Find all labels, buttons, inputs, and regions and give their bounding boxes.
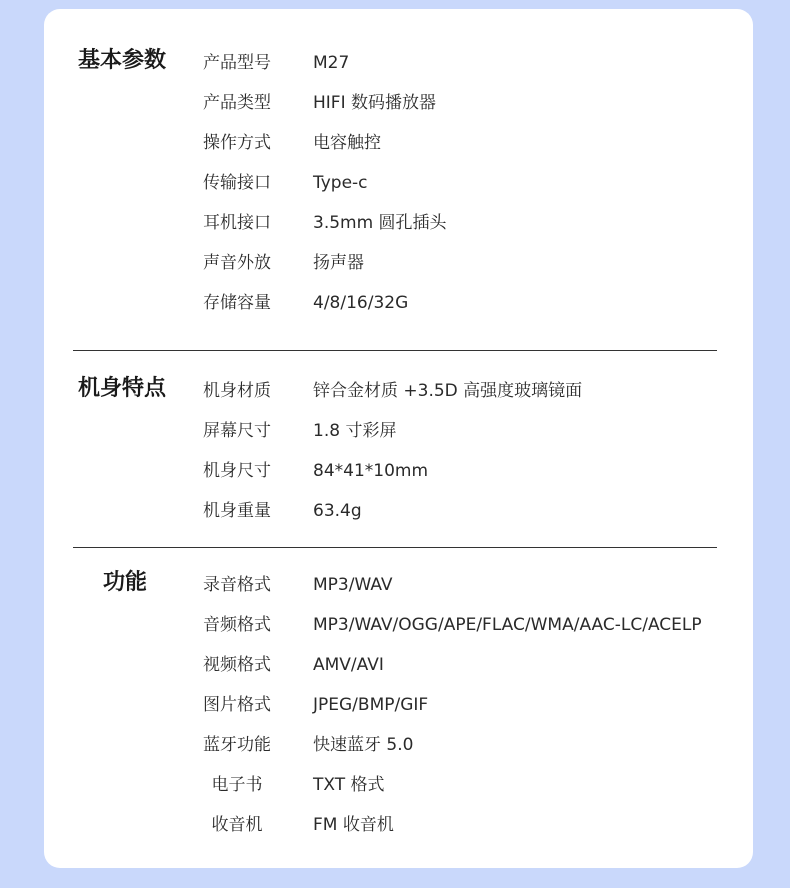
spec-value: 电容触控 bbox=[313, 133, 381, 153]
spec-label: 蓝牙功能 bbox=[203, 735, 271, 755]
spec-value: 扬声器 bbox=[313, 253, 364, 273]
spec-value: Type-c bbox=[313, 173, 368, 193]
spec-row bbox=[44, 565, 753, 605]
spec-label: 音频格式 bbox=[203, 615, 271, 635]
spec-value: 1.8 寸彩屏 bbox=[313, 421, 397, 441]
spec-row bbox=[44, 163, 753, 203]
spec-value: TXT 格式 bbox=[313, 775, 385, 795]
section-divider bbox=[73, 350, 717, 351]
spec-label: 操作方式 bbox=[203, 133, 271, 153]
spec-row bbox=[44, 43, 753, 83]
spec-value: FM 收音机 bbox=[313, 815, 394, 835]
section-title: 功能 bbox=[103, 570, 148, 595]
spec-label: 声音外放 bbox=[203, 253, 271, 273]
spec-value: JPEG/BMP/GIF bbox=[313, 695, 429, 715]
spec-label: 存储容量 bbox=[203, 293, 271, 313]
spec-value: MP3/WAV bbox=[313, 575, 393, 595]
spec-row bbox=[44, 765, 753, 805]
spec-row bbox=[44, 203, 753, 243]
spec-value: 4/8/16/32G bbox=[313, 293, 409, 313]
section-title: 基本参数 bbox=[78, 48, 167, 73]
spec-value: AMV/AVI bbox=[313, 655, 384, 675]
spec-label: 收音机 bbox=[211, 815, 263, 835]
section-divider bbox=[73, 547, 717, 548]
spec-value: M27 bbox=[313, 53, 350, 73]
spec-row bbox=[44, 371, 753, 411]
spec-row bbox=[44, 605, 753, 645]
spec-row bbox=[44, 491, 753, 531]
spec-row bbox=[44, 645, 753, 685]
spec-label: 录音格式 bbox=[203, 575, 271, 595]
spec-value: 锌合金材质 +3.5D 高强度玻璃镜面 bbox=[313, 381, 583, 401]
spec-card bbox=[44, 9, 753, 868]
spec-label: 机身尺寸 bbox=[203, 461, 271, 481]
spec-row bbox=[44, 123, 753, 163]
spec-label: 传输接口 bbox=[203, 173, 271, 193]
spec-label: 产品类型 bbox=[203, 93, 271, 113]
spec-label: 电子书 bbox=[211, 775, 263, 795]
spec-row bbox=[44, 243, 753, 283]
spec-value: 快速蓝牙 5.0 bbox=[313, 735, 414, 755]
spec-label: 产品型号 bbox=[203, 53, 271, 73]
spec-value: 3.5mm 圆孔插头 bbox=[313, 213, 447, 233]
spec-label: 视频格式 bbox=[203, 655, 271, 675]
spec-value: 84*41*10mm bbox=[313, 461, 429, 481]
spec-row bbox=[44, 283, 753, 323]
spec-value: HIFI 数码播放器 bbox=[313, 93, 436, 113]
spec-row bbox=[44, 411, 753, 451]
spec-label: 机身材质 bbox=[203, 381, 271, 401]
spec-row bbox=[44, 451, 753, 491]
spec-row bbox=[44, 725, 753, 765]
spec-label: 机身重量 bbox=[203, 501, 271, 521]
section-title: 机身特点 bbox=[78, 376, 167, 401]
spec-row bbox=[44, 805, 753, 845]
spec-row bbox=[44, 685, 753, 725]
spec-value: 63.4g bbox=[313, 501, 362, 521]
spec-label: 耳机接口 bbox=[203, 213, 271, 233]
spec-label: 图片格式 bbox=[203, 695, 271, 715]
spec-value: MP3/WAV/OGG/APE/FLAC/WMA/AAC-LC/ACELP bbox=[313, 615, 702, 635]
spec-row bbox=[44, 83, 753, 123]
spec-label: 屏幕尺寸 bbox=[203, 421, 271, 441]
